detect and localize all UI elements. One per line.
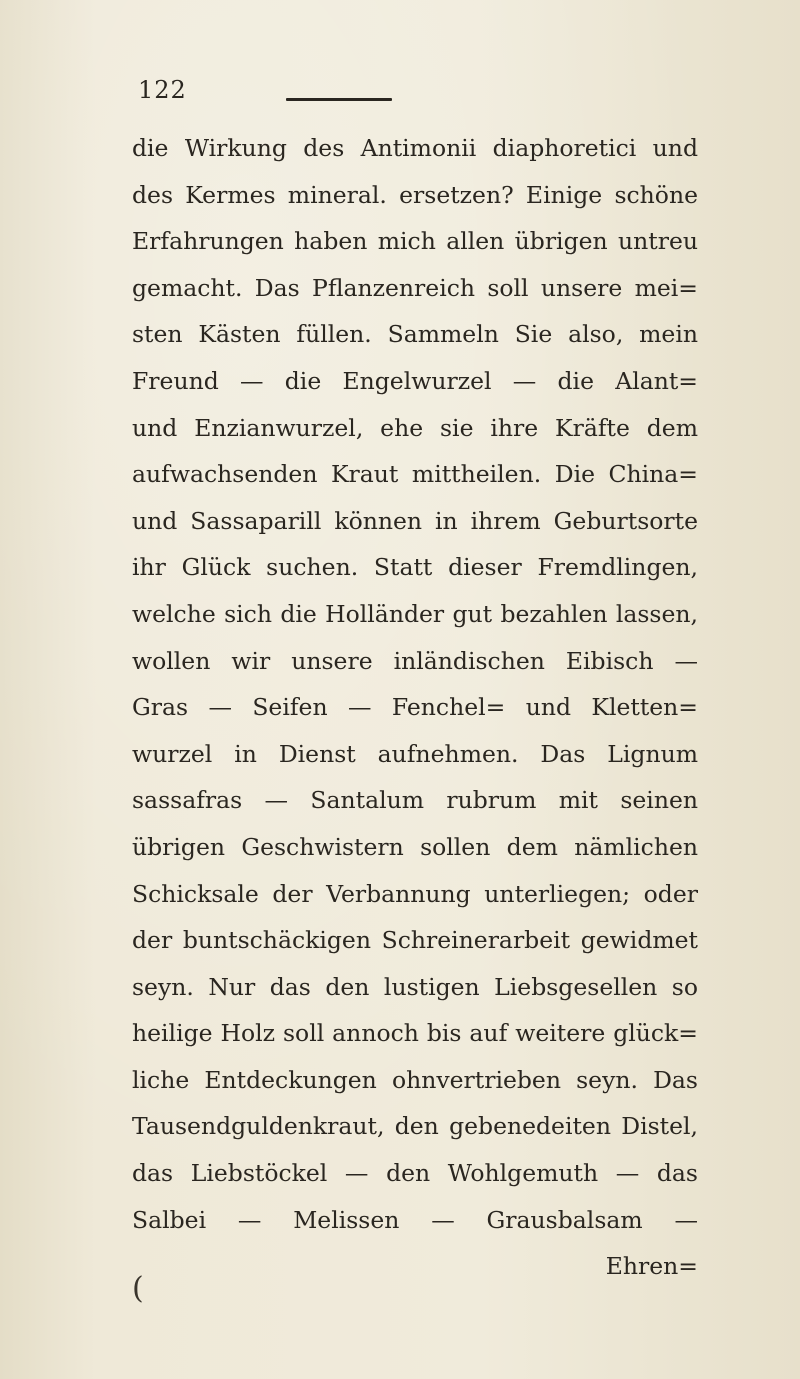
text-line-20: heilige Holz soll annoch bis auf weitere glück=	[132, 1019, 698, 1048]
text-line-19: seyn. Nur das den lustigen Liebsgesellen so	[132, 972, 698, 1001]
text-line-22: Tausendguldenkraut, den gebenedeiten Distel,	[132, 1112, 698, 1141]
text-line-10: ihr Glück suchen. Statt dieser Fremdlingen,	[132, 553, 698, 582]
text-line-6: Freund — die Engelwurzel — die Alant=	[132, 366, 698, 395]
header-rule	[286, 98, 392, 101]
text-line-4: gemacht. Das Pflanzenreich soll unsere mei=	[132, 273, 698, 302]
page-number: 122	[138, 76, 187, 104]
text-line-24: Salbei — Melissen — Grausbalsam —	[132, 1205, 698, 1234]
text-line-13: Gras — Seifen — Fenchel= und Kletten=	[132, 693, 698, 722]
text-line-9: und Sassaparill können in ihrem Geburtsorte	[132, 506, 698, 535]
text-line-5: sten Kästen füllen. Sammeln Sie also, mein	[132, 320, 698, 349]
text-line-15: sassafras — Santalum rubrum mit seinen	[132, 786, 698, 815]
text-line-1: die Wirkung des Antimonii diaphoretici und	[132, 134, 698, 162]
text-line-2: des Kermes mineral. ersetzen? Einige schöne	[132, 180, 698, 209]
text-line-11: welche sich die Holländer gut bezahlen lassen,	[132, 599, 698, 628]
text-line-12: wollen wir unsere inländischen Eibisch —	[132, 646, 698, 675]
body-text	[132, 125, 698, 1290]
margin-mark: (	[132, 1271, 144, 1306]
text-line-7: und Enzianwurzel, ehe sie ihre Kräfte dem	[132, 413, 698, 442]
text-line-21: liche Entdeckungen ohnvertrieben seyn. Das	[132, 1065, 698, 1094]
text-line-23: das Liebstöckel — den Wohlgemuth — das	[132, 1159, 698, 1188]
text-line-3: Erfahrungen haben mich allen übrigen untreu	[132, 227, 698, 256]
text-line-18: der buntschäckigen Schreinerarbeit gewidmet	[132, 926, 698, 955]
text-line-14: wurzel in Dienst aufnehmen. Das Lignum	[132, 739, 698, 768]
text-line-8: aufwachsenden Kraut mittheilen. Die China=	[132, 460, 698, 489]
catchword: Ehren=	[605, 1252, 698, 1281]
text-line-16: übrigen Geschwistern sollen dem nämlichen	[132, 832, 698, 861]
text-line-17: Schicksale der Verbannung unterliegen; oder	[132, 879, 698, 908]
